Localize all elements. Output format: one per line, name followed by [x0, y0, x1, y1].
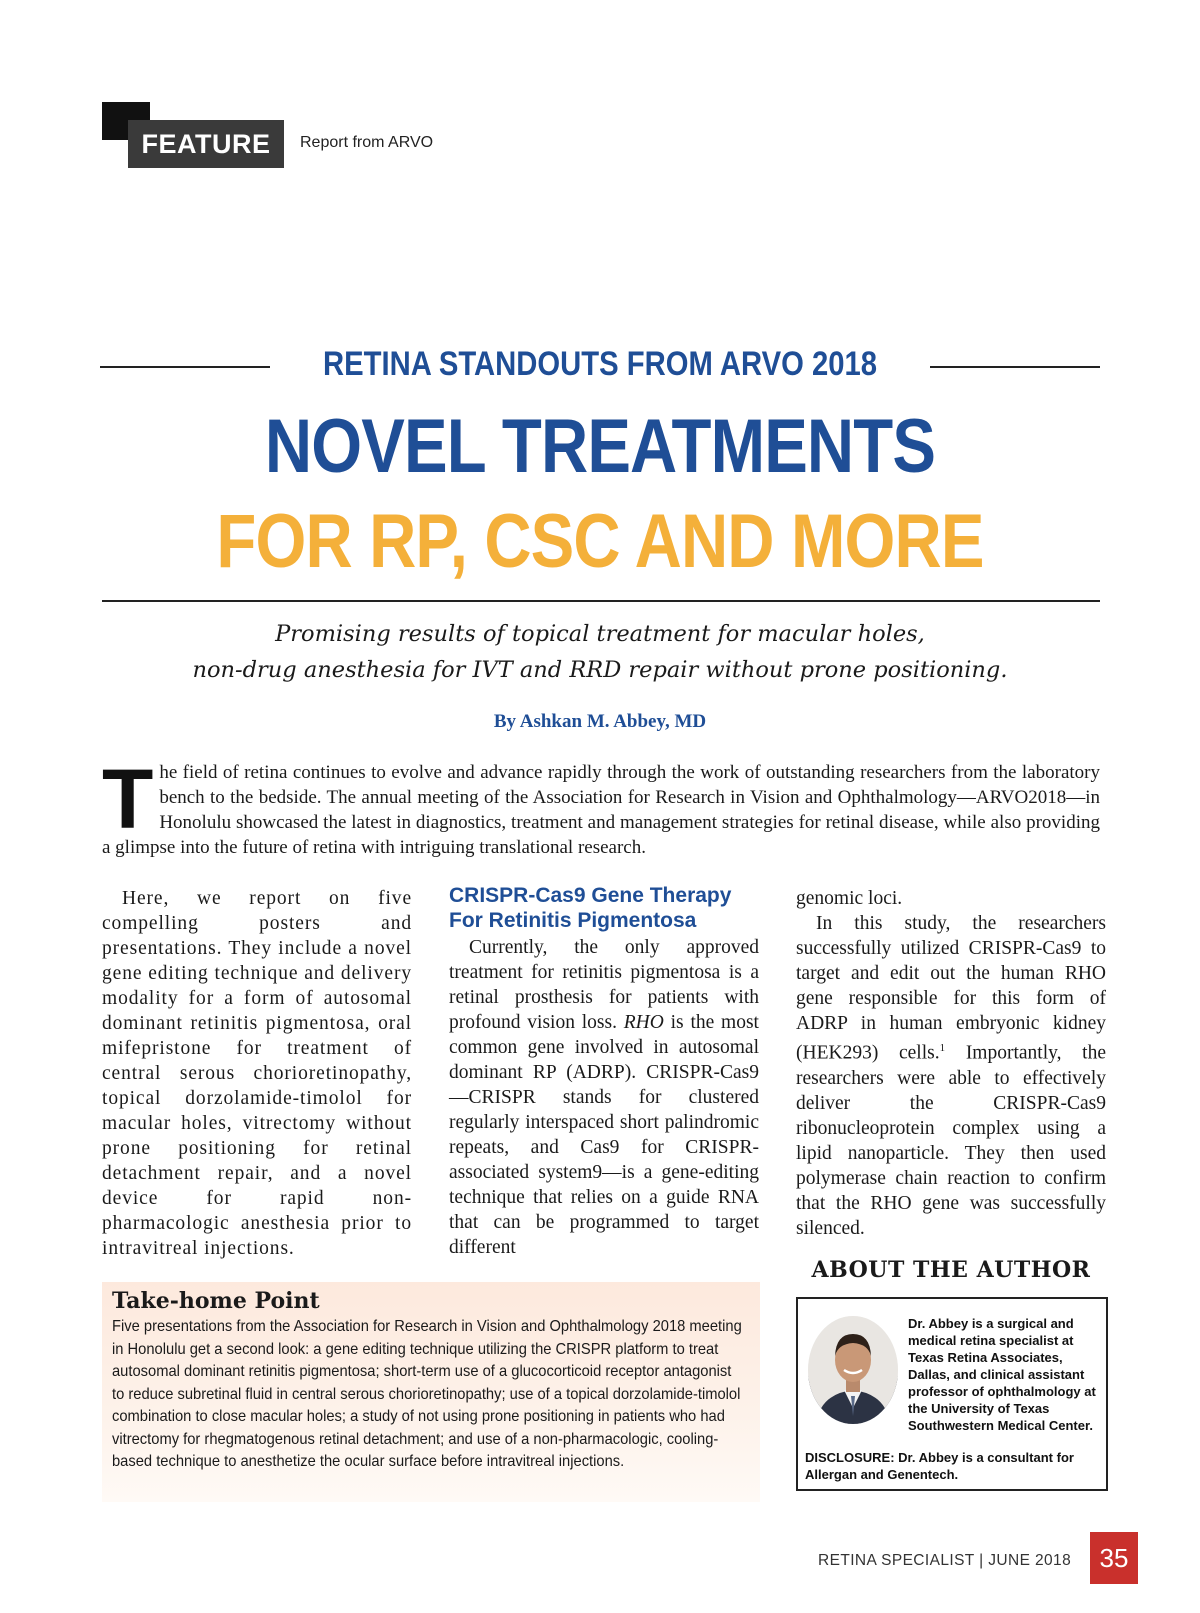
column-2 [449, 883, 759, 1260]
col3-text-a: In this study, the researchers successfully utilized CRISPR-Cas9 to target and edit out the human RHO gene responsible for this form of ADRP in human embryonic kidney (HEK293) cells. [796, 913, 1106, 1064]
about-author-title: ABOUT THE AUTHOR [811, 1257, 1091, 1283]
col2-text-b: is the most common gene involved in autosomal dominant RP (ADRP). CRISPR-Cas9—CRISPR stands for clustered regularly interspaced short palindromic repeats, and Cas9 for CRISPR-associated system9—is a gene-editing technique that relies on a guide RNA that can be programmed to target different [449, 1012, 759, 1258]
author-photo [808, 1316, 898, 1424]
col3-paragraph [796, 911, 1106, 1241]
author-disclosure: DISCLOSURE: Dr. Abbey is a consultant for Allergan and Genentech. [805, 1450, 1074, 1482]
headline-rule [102, 600, 1100, 602]
section-heading-crispr: CRISPR-Cas9 Gene Therapy For Retinitis Pigmentosa [449, 884, 732, 932]
takehome-title: Take-home Point [112, 1288, 320, 1314]
col3-continuation: genomic loci. [796, 888, 903, 909]
footer-publication: RETINA SPECIALIST | JUNE 2018 [818, 1552, 1072, 1569]
takehome-box [102, 1282, 760, 1502]
author-box [796, 1297, 1108, 1491]
reference-1[interactable]: 1 [939, 1042, 946, 1054]
byline: By Ashkan M. Abbey, MD [493, 711, 707, 732]
col2-text-a: Currently, the only approved treatment for retinitis pigmentosa is a retinal prosthesis for patients with profound vision loss. [449, 937, 759, 1033]
author-portrait-icon [808, 1316, 898, 1424]
col1-paragraph: Here, we report on five compelling posters and presentations. They include a novel gene editing technique and delivery modality for a form of autosomal dominant retinitis pigmentosa, oral mifepristone for treatment of central serous chorioretinopathy, topical dorzolamide-timolol for macular holes, vitrectomy without prone positioning for retinal detachment repair, and a novel device for rapid non-pharmacologic anesthesia prior to intravitreal injections. [102, 888, 412, 1259]
column-3 [796, 886, 1106, 1241]
col3-text-b: Importantly, the researchers were able to effectively deliver the CRISPR-Cas9 ribonucleoprotein complex using a lipid nanoparticle. They then used polymerase chain reaction to confirm that the RHO gene was successfully silenced. [796, 1042, 1106, 1239]
column-1 [102, 886, 412, 1261]
deck-line-1: Promising results of topical treatment for macular holes, [275, 621, 925, 647]
intro-paragraph [102, 752, 1100, 860]
deck-line-2: non-drug anesthesia for IVT and RRD repair without prone positioning. [192, 657, 1008, 683]
page-number: 35 [1090, 1532, 1138, 1584]
col2-paragraph [449, 935, 759, 1260]
takehome-text: Five presentations from the Association for Research in Vision and Ophthalmology 2018 meeting in Honolulu get a second look: a gene editing technique utilizing the CRISPR platform to treat autosomal dominant retinitis pigmentosa; short-term use of a glucocorticoid receptor antagonist to reduce subretinal fluid in central serous chorioretinopathy; use of a topical dorzolamide-timolol combination to close macular holes; a study of not using prone positioning in patients who had vitrectomy for rhegmatogenous retinal detachment; and use of a non-pharmacologic, cooling-based technique to anesthetize the ocular surface before intravitreal injections. [112, 1318, 742, 1470]
rho-gene-italic: RHO [623, 1012, 664, 1033]
drop-cap: T [102, 752, 154, 846]
kicker-title: RETINA STANDOUTS FROM ARVO 2018 [322, 345, 878, 383]
headline-line-1: NOVEL TREATMENTS [264, 404, 936, 489]
intro-text: he field of retina continues to evolve and advance rapidly through the work of outstanding researchers from the laboratory bench to the bedside. The annual meeting of the Association for Research in Vision and Ophthalmology—ARVO2018—in Honolulu showcased the latest in diagnostics, treatment and management strategies for retinal disease, while also providing a glimpse into the future of retina with intriguing translational research. [102, 762, 1100, 858]
author-bio: Dr. Abbey is a surgical and medical retina specialist at Texas Retina Associates, Dallas, and clinical assistant professor of ophthalmology at the University of Texas Southwestern Medical Center. [908, 1316, 1096, 1433]
section-subtitle: Report from ARVO [300, 134, 434, 151]
headline-line-2: FOR RP, CSC AND MORE [216, 499, 984, 584]
feature-label: FEATURE [128, 120, 284, 168]
